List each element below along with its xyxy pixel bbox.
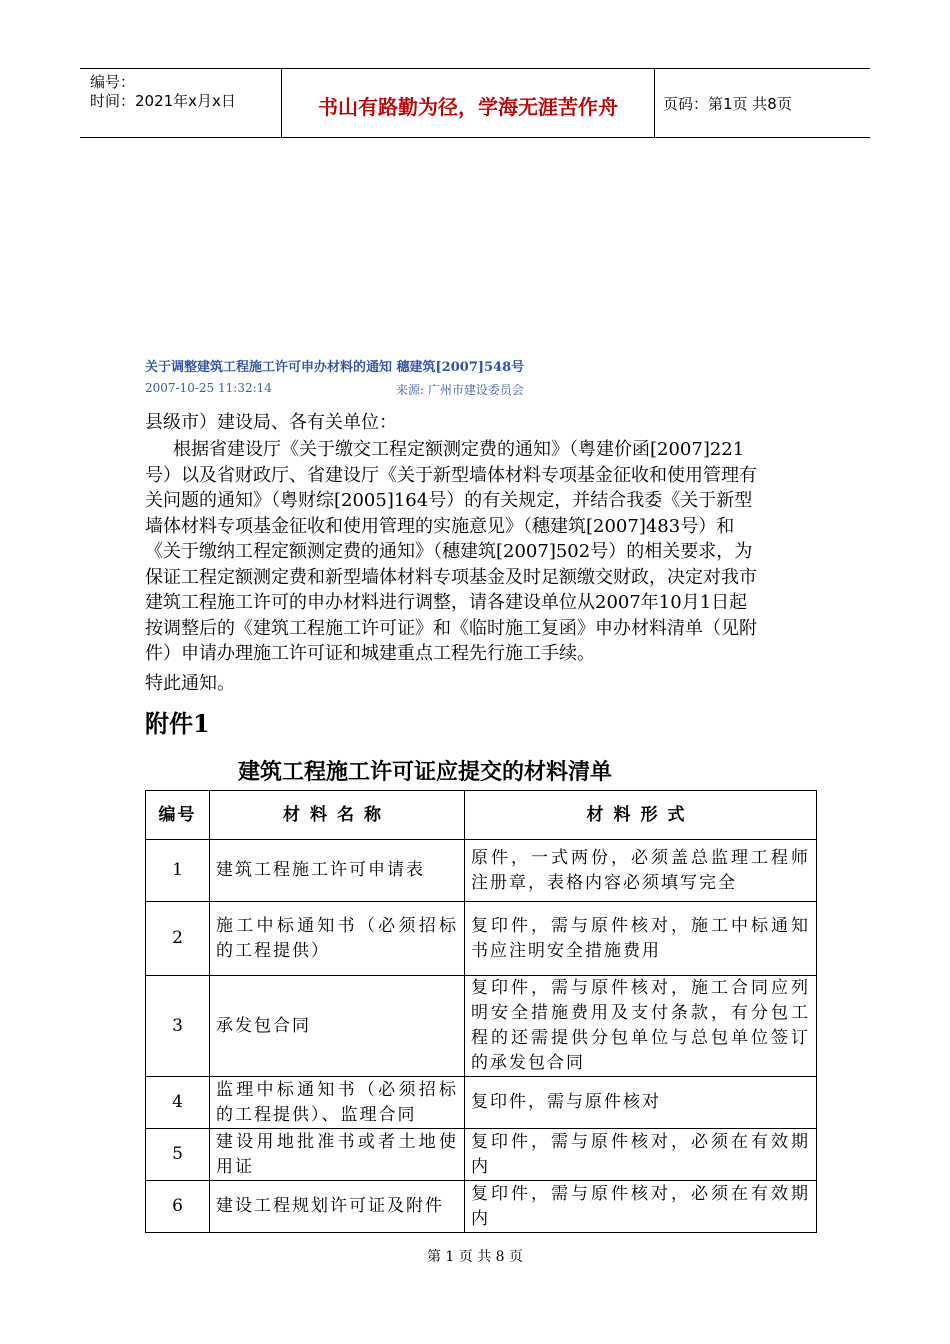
row-material-name: 承发包合同	[210, 976, 465, 1077]
row-material-name: 建设用地批准书或者土地使用证	[210, 1129, 465, 1181]
table-header-row	[146, 791, 817, 840]
row-material-name: 建设工程规划许可证及附件	[210, 1181, 465, 1233]
body-paragraph	[145, 437, 805, 667]
body-line: 件）申请办理施工许可证和城建重点工程先行施工手续。	[145, 643, 595, 664]
page-footer: 第 1 页 共 8 页	[426, 1249, 524, 1265]
body-line: 《关于缴纳工程定额测定费的通知》（穗建筑[2007]502号）的相关要求，为	[145, 541, 753, 562]
article-datetime: 2007-10-25 11:32:14	[145, 381, 272, 395]
time-label: 时间：2021年x月x日	[90, 92, 236, 110]
row-material-name: 施工中标通知书（必须招标的工程提供）	[210, 902, 465, 976]
row-material-form: 复印件，需与原件核对，施工合同应列明安全措施费用及支付条款，有分包工程的还需提供分包单位与总包单位签订的承发包合同	[465, 976, 817, 1077]
header-cell-name: 材料名称	[210, 791, 465, 840]
motto-text: 书山有路勤为径，学海无涯苦作舟	[318, 95, 618, 119]
header-left-cell	[80, 69, 280, 137]
row-material-form: 复印件，需与原件核对，必须在有效期内	[465, 1129, 817, 1181]
header-right-cell	[655, 69, 870, 137]
body-line: 根据省建设厅《关于缴交工程定额测定费的通知》（粤建价函[2007]221	[173, 439, 745, 460]
table-row	[146, 1129, 817, 1181]
table-row	[146, 902, 817, 976]
material-table	[145, 790, 817, 1233]
table-row	[146, 1077, 817, 1129]
row-material-form: 复印件，需与原件核对，必须在有效期内	[465, 1181, 817, 1233]
table-row	[146, 1181, 817, 1233]
page-header	[80, 68, 870, 138]
salutation: 县级市）建设局、各有关单位：	[145, 412, 397, 433]
row-material-name: 建筑工程施工许可申请表	[210, 840, 465, 902]
row-material-name: 监理中标通知书（必须招标的工程提供）、监理合同	[210, 1077, 465, 1129]
body-line: 按调整后的《建筑工程施工许可证》和《临时施工复函》申办材料清单（见附	[145, 617, 757, 639]
header-cell-form: 材料形式	[465, 791, 817, 840]
row-number: 2	[146, 902, 210, 976]
body-line: 保证工程定额测定费和新型墙体材料专项基金及时足额缴交财政，决定对我市	[145, 566, 757, 588]
attachment-label: 附件1	[145, 709, 210, 738]
row-material-form: 复印件，需与原件核对，施工中标通知书应注明安全措施费用	[465, 902, 817, 976]
header-center-cell	[281, 69, 655, 137]
row-number: 4	[146, 1077, 210, 1129]
row-number: 3	[146, 976, 210, 1077]
row-number: 6	[146, 1181, 210, 1233]
table-row	[146, 840, 817, 902]
body-line: 墙体材料专项基金征收和使用管理的实施意见》（穗建筑[2007]483号）和	[145, 515, 735, 537]
row-number: 1	[146, 840, 210, 902]
material-list-title: 建筑工程施工许可证应提交的材料清单	[237, 759, 612, 785]
body-line: 建筑工程施工许可的申办材料进行调整，请各建设单位从2007年10月1日起	[145, 592, 748, 613]
row-number: 5	[146, 1129, 210, 1181]
article-source: 来源: 广州市建设委员会	[396, 383, 524, 397]
body-line: 关问题的通知》（粤财综[2005]164号）的有关规定，并结合我委《关于新型	[145, 490, 753, 511]
table-row	[146, 976, 817, 1077]
row-material-form: 复印件，需与原件核对	[465, 1077, 817, 1129]
row-material-form: 原件，一式两份，必须盖总监理工程师注册章，表格内容必须填写完全	[465, 840, 817, 902]
code-label: 编号：	[90, 73, 136, 91]
header-page-label: 页码：第1页 共8页	[663, 95, 792, 113]
body-line: 号）以及省财政厅、省建设厅《关于新型墙体材料专项基金征收和使用管理有	[145, 464, 757, 486]
header-cell-number: 编号	[146, 791, 210, 840]
article-title: 关于调整建筑工程施工许可申办材料的通知 穗建筑[2007]548号	[145, 360, 525, 375]
closing-line: 特此通知。	[145, 673, 235, 694]
